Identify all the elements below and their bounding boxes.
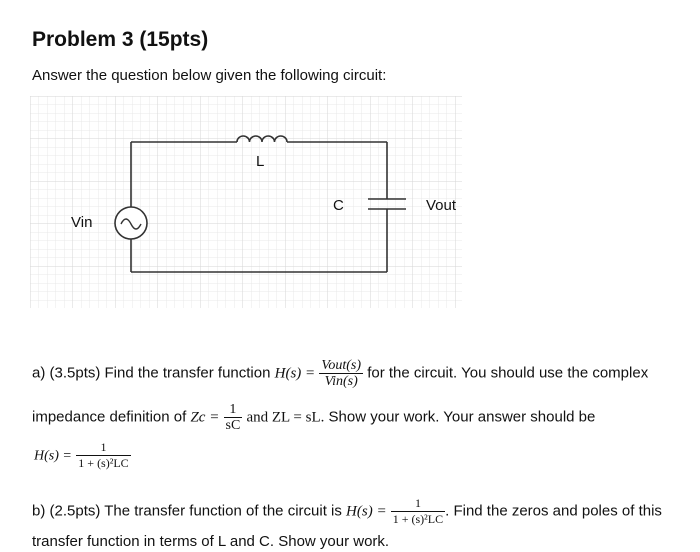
part-b-hs: H(s) = <box>346 503 387 520</box>
tf-numerator: Vout(s) <box>321 358 362 373</box>
part-b-fraction <box>391 496 445 527</box>
grid-background <box>30 96 462 308</box>
answer-fraction <box>76 440 130 471</box>
zc-numerator: 1 <box>224 402 243 418</box>
zl-expression: and ZL = sL. <box>246 409 325 426</box>
part-b-suffix: . Find the zeros and poles of this <box>445 502 662 520</box>
tf-denominator: Vin(s) <box>324 374 358 389</box>
zc-denominator: sC <box>225 418 241 433</box>
part-a-line2 <box>32 402 595 433</box>
part-a-prefix: a) (3.5pts) Find the transfer function <box>32 364 271 382</box>
answer-numerator: 1 <box>76 440 130 456</box>
part-a-line2-suffix: Show your work. Your answer should be <box>328 408 596 426</box>
part-a-answer <box>34 440 131 471</box>
zc-expression: Zc = <box>190 409 220 426</box>
circuit-diagram <box>30 96 462 308</box>
part-b-line2: transfer function in terms of L and C. Show your work. <box>32 533 390 550</box>
part-a-suffix: for the circuit. You should use the complex <box>367 364 649 382</box>
inductor-label: L <box>256 153 265 170</box>
part-b-line1 <box>32 496 662 527</box>
problem-intro: Answer the question below given the following circuit: <box>32 67 387 84</box>
source-label: Vin <box>71 214 93 231</box>
output-label: Vout <box>426 197 457 214</box>
part-b-numerator: 1 <box>391 496 445 512</box>
part-a-line1 <box>32 358 648 389</box>
transfer-function-fraction <box>319 358 363 389</box>
zc-fraction <box>224 402 243 433</box>
answer-lhs: H(s) = <box>34 448 72 464</box>
part-a-line2-prefix: impedance definition of <box>32 408 187 426</box>
part-b-prefix: b) (2.5pts) The transfer function of the circuit is <box>32 502 342 520</box>
capacitor-label: C <box>333 197 344 214</box>
problem-title: Problem 3 (15pts) <box>32 28 209 51</box>
part-b-denominator: 1 + (s)²LC <box>392 512 444 526</box>
part-a-hs: H(s) = <box>274 365 316 382</box>
answer-denominator: 1 + (s)²LC <box>78 456 129 470</box>
